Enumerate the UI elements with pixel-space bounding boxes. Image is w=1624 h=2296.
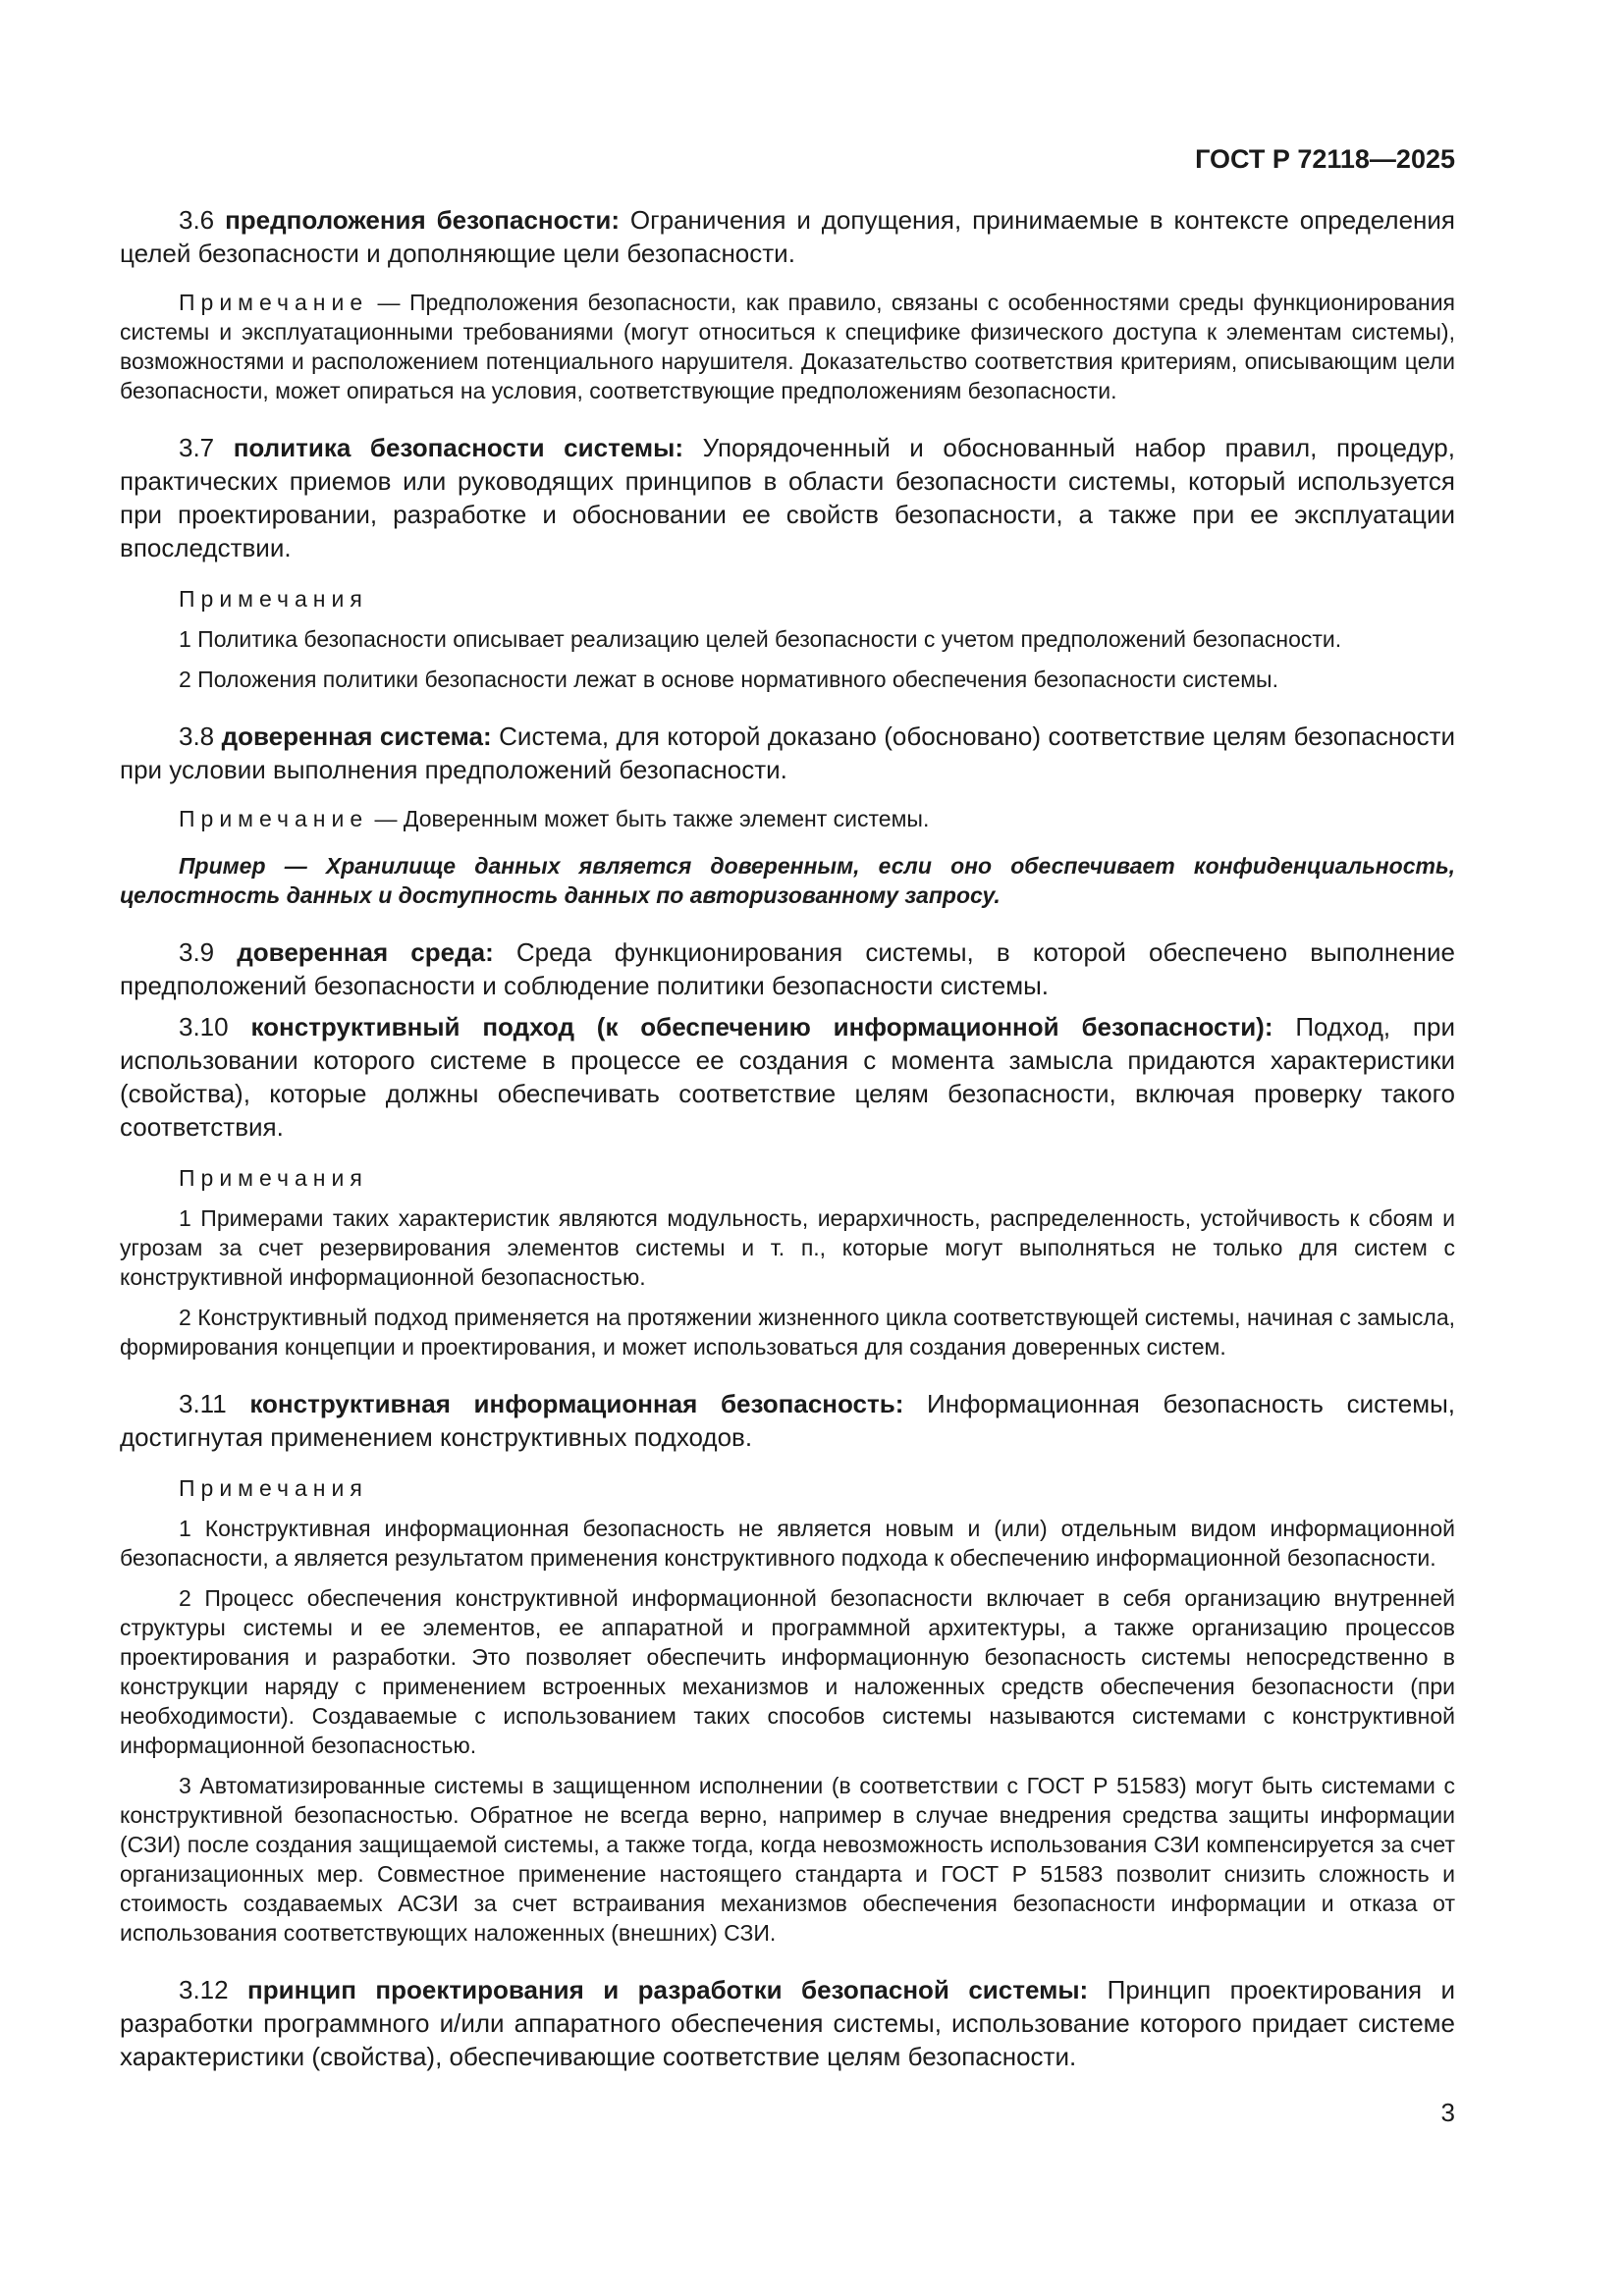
term-definition-3-6: Ограничения и допущения, принимаемые в контексте определения целей безопасности и дополняющие цели безопасности. [120,205,1455,268]
note-item-3-11-2: 2 Процесс обеспечения конструктивной информационной безопасности включает в себя организацию внутренней структуры системы и ее элементов, ее аппаратной и программной архитектуры, а также организацию процессов проектирования и разработки. Это позволяет обеспечить информационную безопасность системы непосредственно в конструкции наряду с применением встроенных механизмов и наложенных средств обеспечения безопасности (при необходимости). Создаваемые с использованием таких способов системы называются системами с конструктивной информационной безопасностью. [120,1585,1455,1758]
term-number-3-9: 3.9 [179,937,215,967]
note-label-3-6: Примечание [179,290,369,315]
note-para-3-8 [120,804,1455,833]
note-item-3-11-1: 1 Конструктивная информационная безопасность не является новым и (или) отдельным видом информационной безопасности, а является результатом применения конструктивного подхода к обеспечению информационной безопасности. [120,1516,1455,1571]
term-definition-3-7: Упорядоченный и обоснованный набор правил, процедур, практических приемов или руководящих принципов в области безопасности системы, который используется при проектировании, разработке и обосновании ее свойств безопасности, а также при ее эксплуатации впоследствии. [120,433,1455,562]
term-name-3-10: конструктивный подход (к обеспечению информационной безопасности): [250,1012,1273,1041]
term-para-3-7 [120,431,1455,564]
term-para-3-12 [120,1973,1455,2073]
term-name-3-6: предположения безопасности: [225,205,620,235]
term-number-3-8: 3.8 [179,721,215,751]
note-item-3-7-1: 1 Политика безопасности описывает реализацию целей безопасности с учетом предположений безопасности. [179,626,1342,652]
term-para-3-9 [120,935,1455,1002]
term-number-3-7: 3.7 [179,433,215,462]
term-number-3-6: 3.6 [179,205,215,235]
page-header [120,143,1455,176]
term-name-3-9: доверенная среда: [237,937,494,967]
term-definition-3-10: Подход, при использовании которого системе в процессе ее создания с момента замысла придаются характеристики (свойства), которые должны обеспечивать соответствие целям безопасности, включая проверку такого соответствия. [120,1012,1455,1142]
note-label-3-8: Примечание [179,806,369,831]
notes-label-3-7: Примечания [179,586,368,612]
example-label-3-8: Пример [179,853,266,879]
term-para-3-11 [120,1387,1455,1454]
page-number: 3 [1440,2098,1455,2127]
note-text-3-8: — Доверенным может быть также элемент системы. [374,806,930,831]
example-para-3-8 [120,851,1455,910]
note-item-3-7-2: 2 Положения политики безопасности лежат в основе нормативного обеспечения безопасности системы. [179,667,1278,692]
term-number-3-11: 3.11 [179,1389,227,1418]
term-definition-3-9: Среда функционирования системы, в которой обеспечено выполнение предположений безопасности и соблюдение политики безопасности системы. [120,937,1455,1000]
term-definition-3-8: Система, для которой доказано (обосновано) соответствие целям безопасности при условии выполнения предположений безопасности. [120,721,1456,784]
term-number-3-12: 3.12 [179,1975,229,2004]
note-item-3-10-1: 1 Примерами таких характеристик являются модульность, иерархичность, распределенность, устойчивость к сбоям и угрозам за счет резервирования элементов системы и т. п., которые могут выполняться не только для систем с конструктивной информационной безопасностью. [120,1205,1455,1290]
term-name-3-7: политика безопасности системы: [233,433,684,462]
note-para-3-6 [120,288,1455,405]
term-name-3-12: принцип проектирования и разработки безопасной системы: [247,1975,1089,2004]
term-name-3-8: доверенная система: [221,721,492,751]
term-number-3-10: 3.10 [179,1012,229,1041]
note-item-3-10-2: 2 Конструктивный подход применяется на протяжении жизненного цикла соответствующей системы, начиная с замысла, формирования концепции и проектирования, и может использоваться для создания доверенных систем. [120,1305,1455,1360]
term-definition-3-11: Информационная безопасность системы, достигнутая применением конструктивных подходов. [120,1389,1455,1452]
notes-label-3-11: Примечания [179,1475,368,1501]
document-body [120,203,1455,2073]
note-item-3-11-3: 3 Автоматизированные системы в защищенном исполнении (в соответствии с ГОСТ Р 51583) могут быть системами с конструктивной безопасностью. Обратное не всегда верно, например в случае внедрения средства защиты информации (СЗИ) после создания защищаемой системы, а также тогда, когда невозможность использования СЗИ компенсируется за счет организационных мер. Совместное применение настоящего стандарта и ГОСТ Р 51583 позволит снизить сложность и стоимость создаваемых АСЗИ за счет встраивания механизмов обеспечения безопасности информации и отказа от использования соответствующих наложенных (внешних) СЗИ. [120,1773,1455,1946]
term-name-3-11: конструктивная информационная безопасность: [249,1389,904,1418]
notes-label-3-10: Примечания [179,1165,368,1191]
term-definition-3-12: Принцип проектирования и разработки программного и/или аппаратного обеспечения системы, использование которого придает системе характеристики (свойства), обеспечивающие соответствие целям безопасности. [120,1975,1455,2071]
example-text-3-8: — Хранилище данных является доверенным, если оно обеспечивает конфиденциальность, целостность данных и доступность данных по авторизованному запросу. [120,853,1455,908]
note-text-3-6: — Предположения безопасности, как правило, связаны с особенностями среды функционирования системы и эксплуатационными требованиями (могут относиться к специфике физического доступа к элементам системы), возможностями и расположением потенциального нарушителя. Доказательство соответствия критериям, описывающим цели безопасности, может опираться на условия, соответствующие предположениям безопасности. [120,290,1456,403]
term-para-3-10 [120,1010,1455,1144]
term-para-3-8 [120,720,1455,786]
doc-code: ГОСТ Р 72118—2025 [1195,144,1455,174]
term-para-3-6 [120,203,1455,270]
